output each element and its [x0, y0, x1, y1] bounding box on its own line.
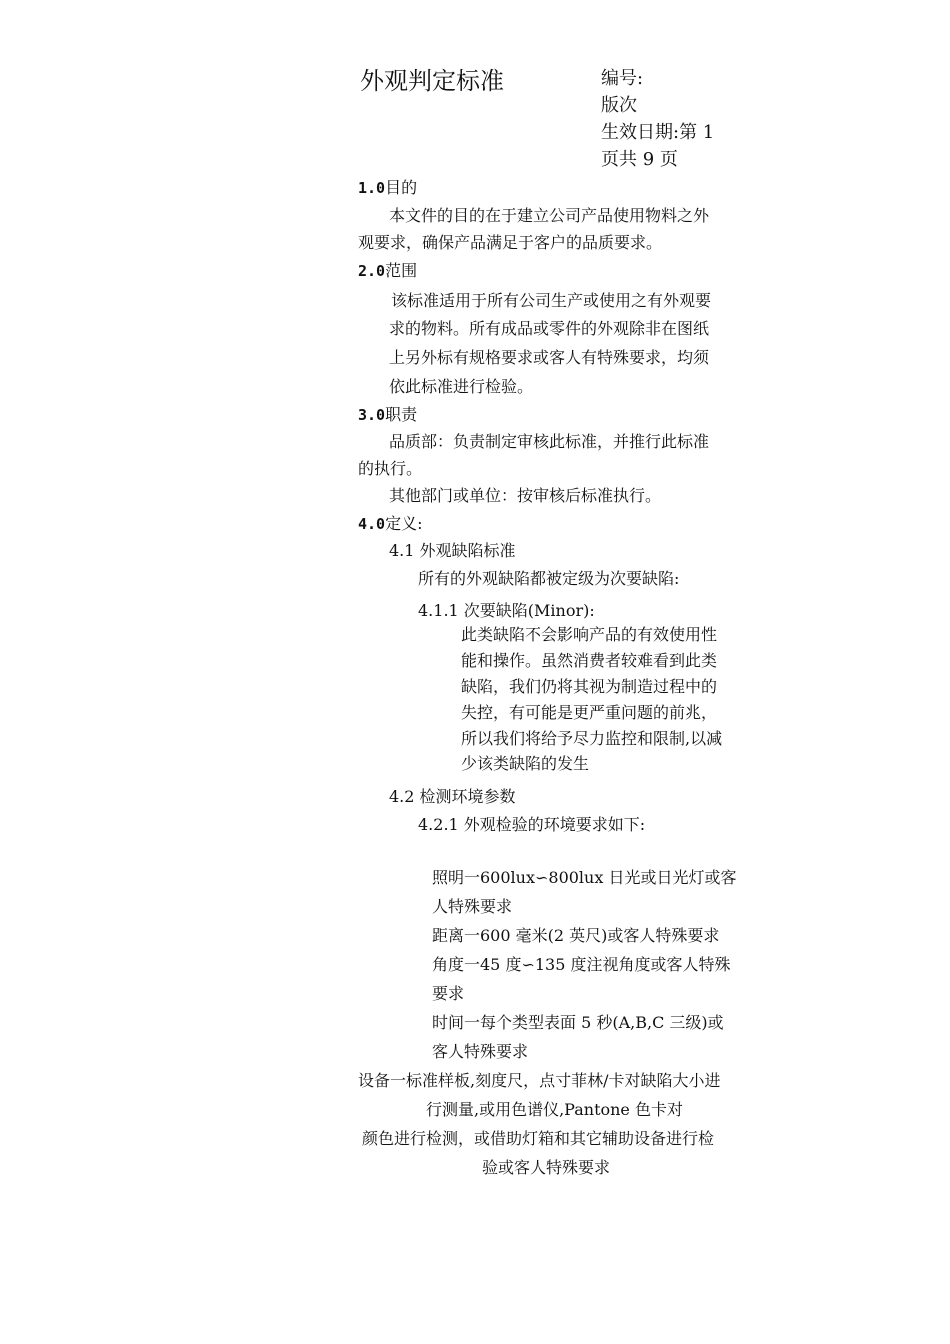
section-title: 目的	[385, 178, 418, 197]
section-number: 4.0	[358, 515, 386, 533]
environment-requirement-line: 距离一600 毫米(2 英尺)或客人特殊要求	[432, 926, 720, 945]
subsection-4-2-1-title: 4.2.1 外观检验的环境要求如下:	[418, 815, 646, 834]
minor-defect-line: 少该类缺陷的发生	[461, 754, 590, 773]
section-number: 2.0	[358, 262, 386, 280]
page-count-line: 页共 9 页	[601, 149, 678, 170]
environment-requirement-line: 要求	[432, 984, 465, 1003]
minor-defect-line: 缺陷，我们仍将其视为制造过程中的	[461, 677, 718, 696]
minor-defect-line: 失控，有可能是更严重问题的前兆，	[461, 703, 718, 722]
section-3-line: 品质部：负责制定审核此标准，并推行此标准	[389, 432, 710, 451]
section-3-heading	[358, 405, 417, 425]
effective-date-line: 生效日期:第 1	[601, 122, 715, 143]
section-number: 3.0	[358, 406, 386, 424]
subsection-4-1-intro: 所有的外观缺陷都被定级为次要缺陷:	[418, 569, 680, 588]
section-2-line: 求的物料。所有成品或零件的外观除非在图纸	[389, 319, 710, 338]
environment-requirement-line: 时间一每个类型表面 5 秒(A,B,C 三级)或	[432, 1013, 724, 1032]
section-number: 1.0	[358, 179, 386, 197]
subsection-4-2-title: 4.2 检测环境参数	[389, 787, 516, 806]
section-title: 定义:	[385, 514, 423, 533]
section-1-heading	[358, 178, 417, 198]
section-1-line: 本文件的目的在于建立公司产品使用物料之外	[389, 206, 710, 225]
section-3-line: 的执行。	[358, 459, 423, 478]
minor-defect-line: 此类缺陷不会影响产品的有效使用性	[461, 625, 718, 644]
environment-requirement-line: 客人特殊要求	[432, 1042, 529, 1061]
environment-requirement-line: 人特殊要求	[432, 897, 513, 916]
environment-requirement-line: 照明一600lux∽800lux 日光或日光灯或客	[432, 868, 737, 887]
equipment-requirement-line: 颜色进行检测，或借助灯箱和其它辅助设备进行检	[362, 1129, 715, 1148]
section-2-line: 依此标准进行检验。	[389, 377, 534, 396]
equipment-requirement-line: 行测量,或用色谱仪,Pantone 色卡对	[426, 1100, 683, 1119]
subsection-4-1-1-title: 4.1.1 次要缺陷(Minor):	[418, 601, 595, 620]
subsection-4-1-title: 4.1 外观缺陷标准	[389, 541, 516, 560]
section-1-line: 观要求，确保产品满足于客户的品质要求。	[358, 233, 663, 252]
section-3-line: 其他部门或单位：按审核后标准执行。	[389, 486, 662, 505]
section-title: 职责	[385, 405, 418, 424]
document-title: 外观判定标准	[360, 67, 504, 95]
document-version-label: 版次	[601, 95, 637, 116]
equipment-requirement-line: 验或客人特殊要求	[482, 1158, 611, 1177]
minor-defect-line: 所以我们将给予尽力监控和限制,以减	[461, 729, 723, 748]
section-2-line: 该标准适用于所有公司生产或使用之有外观要	[391, 291, 712, 310]
equipment-requirement-line: 设备一标准样板,刻度尺，点寸菲林/卡对缺陷大小进	[358, 1071, 721, 1090]
section-title: 范围	[385, 261, 418, 280]
section-4-heading	[358, 514, 423, 534]
environment-requirement-line: 角度一45 度∽135 度注视角度或客人特殊	[432, 955, 731, 974]
section-2-line: 上另外标有规格要求或客人有特殊要求，均须	[389, 348, 710, 367]
section-2-heading	[358, 261, 417, 281]
document-code-label: 编号:	[601, 68, 644, 89]
minor-defect-line: 能和操作。虽然消费者较难看到此类	[461, 651, 718, 670]
